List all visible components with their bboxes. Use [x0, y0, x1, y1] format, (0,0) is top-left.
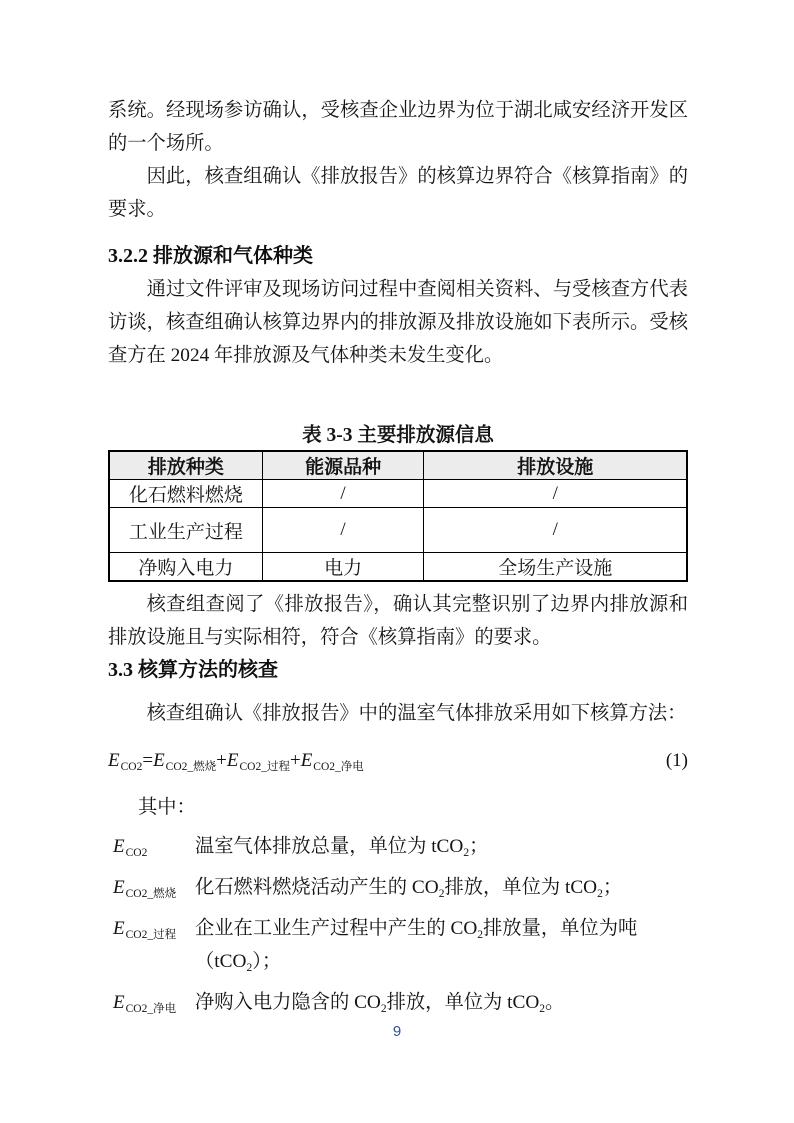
- table-caption: 表 3-3 主要排放源信息: [302, 425, 494, 446]
- table-row: [109, 480, 687, 508]
- header-cell-emission-type: 排放种类: [109, 451, 262, 480]
- table-cell: 净购入电力: [109, 553, 262, 582]
- definition-row: [108, 912, 688, 978]
- definition-row: [108, 986, 688, 1019]
- definition-term: $E_{CO2\_燃烧}$: [113, 877, 177, 900]
- formula-number: (1): [665, 750, 688, 771]
- definition-row: [108, 871, 688, 904]
- table-header-row: [109, 451, 687, 480]
- definition-desc: 化石燃料燃烧活动产生的 $CO_2$排放，单位为 tCO$_2$；: [195, 877, 623, 900]
- table-row: [109, 508, 687, 553]
- paragraph-table-review: 核查组查阅了《排放报告》，确认其完整识别了边界内排放源和排放设施且与实际相符，符合《核算指南》的要求。: [108, 594, 688, 648]
- table-cell: /: [262, 508, 424, 553]
- where-label: 其中：: [138, 797, 196, 818]
- formula-row: [108, 744, 688, 777]
- table-cell: 工业生产过程: [109, 508, 262, 553]
- definition-desc: 温室气体排放总量，单位为 tCO$_2$；: [195, 836, 489, 859]
- table-cell: /: [424, 508, 687, 553]
- header-cell-emission-facility: 排放设施: [424, 451, 687, 480]
- paragraph-method-intro: 核查组确认《排放报告》中的温室气体排放采用如下核算方法：: [146, 703, 687, 724]
- emission-sources-table: [108, 450, 688, 582]
- definition-desc: 净购入电力隐含的 $CO_2$排放，单位为 tCO$_2$。: [195, 992, 565, 1015]
- paragraph-emission-sources: 通过文件评审及现场访问过程中查阅相关资料、与受核查方代表访谈，核查组确认核算边界内的排放源及排放设施如下表所示。受核查方在 2024 年排放源及气体种类未发生变化。: [108, 279, 688, 366]
- co2-formula: $E_{CO2}=E_{CO2\_燃烧}+E_{CO2\_过程}+E_{CO2\_净电}$: [108, 750, 364, 773]
- definition-desc: 企业在工业生产过程中产生的 $CO_2$排放量，单位为吨（tCO$_2$）；: [195, 918, 638, 974]
- paragraph-conclusion-boundary: 因此，核查组确认《排放报告》的核算边界符合《核算指南》的要求。: [108, 166, 688, 220]
- definition-term: $E_{CO2\_过程}$: [113, 918, 177, 941]
- paragraph-continuation: 系统。经现场参访确认，受核查企业边界为位于湖北咸安经济开发区的一个场所。: [108, 100, 688, 154]
- definition-row: [108, 830, 688, 863]
- definition-term: $E_{CO2\_净电}$: [113, 992, 177, 1015]
- table-cell: 全场生产设施: [424, 553, 687, 582]
- definition-term: $E_{CO2}$: [113, 836, 148, 859]
- definition-list: [108, 830, 688, 1019]
- table-cell: /: [424, 480, 687, 508]
- table-row: [109, 553, 687, 582]
- table-cell: /: [262, 480, 424, 508]
- section-heading-322: 3.2.2 排放源和气体种类: [108, 245, 313, 267]
- section-heading-33: 3.3 核算方法的核查: [108, 659, 278, 681]
- table-cell: 化石燃料燃烧: [109, 480, 262, 508]
- header-cell-energy-type: 能源品种: [262, 451, 424, 480]
- page-number: 9: [392, 1023, 402, 1040]
- table-cell: 电力: [262, 553, 424, 582]
